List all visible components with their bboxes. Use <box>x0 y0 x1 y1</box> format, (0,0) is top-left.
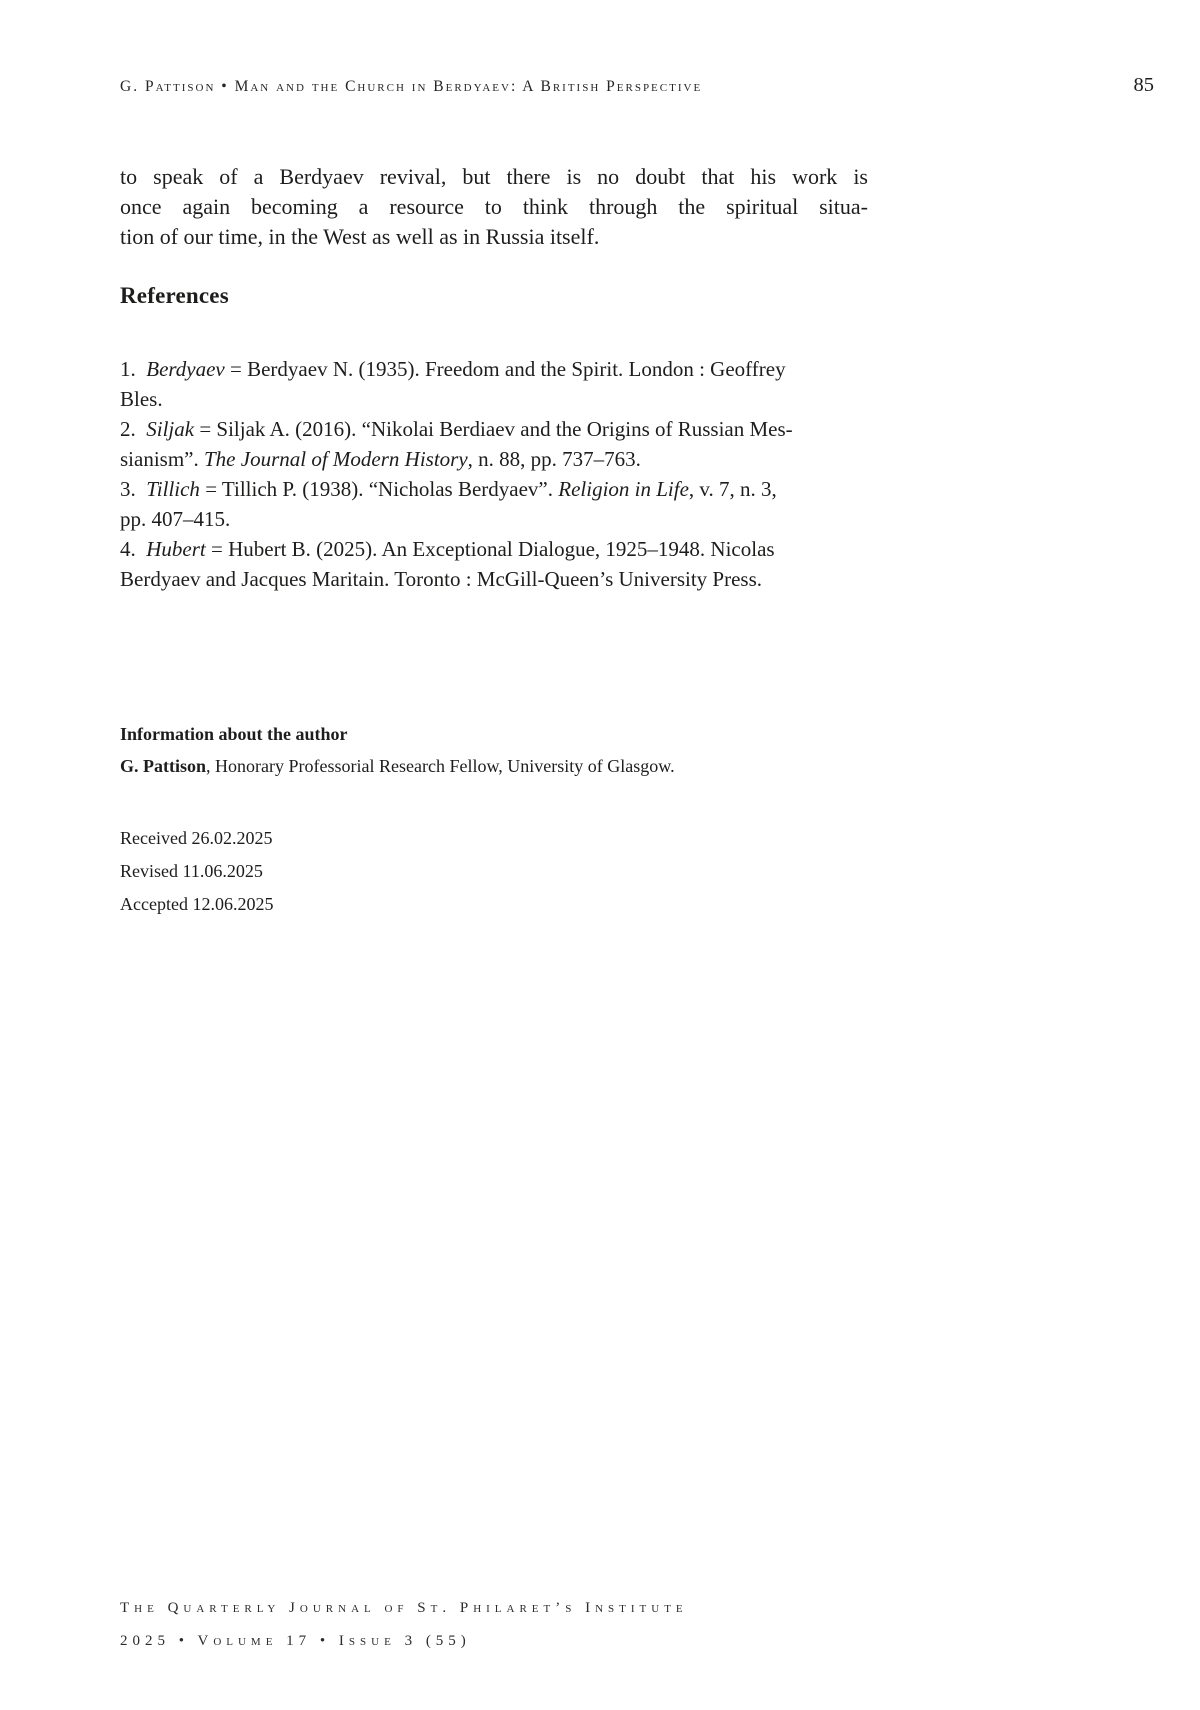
paragraph-line: once again becoming a resource to think through the spiritual situa- <box>120 194 868 219</box>
reference-2-line-2: sianism”. The Journal of Modern History, n. 88, pp. 737–763. <box>120 447 641 471</box>
date-accepted: Accepted 12.06.2025 <box>120 894 274 914</box>
dates-block <box>120 822 273 921</box>
article-paragraph <box>120 162 868 252</box>
reference-4-line-1: 4. Hubert = Hubert B. (2025). An Exceptional Dialogue, 1925–1948. Nicolas <box>120 537 775 561</box>
running-title: G. Pattison • Man and the Church in Berdyaev: A British Perspective <box>120 78 703 95</box>
references-heading: References <box>120 283 229 308</box>
date-revised: Revised 11.06.2025 <box>120 861 263 881</box>
page-number: 85 <box>1133 74 1154 96</box>
footer-issue-line: 2025 • Volume 17 • Issue 3 (55) <box>120 1633 471 1649</box>
reference-1-line-2: Bles. <box>120 387 163 411</box>
running-head <box>120 74 1154 97</box>
reference-3-line-1: 3. Tillich = Tillich P. (1938). “Nicholas Berdyaev”. Religion in Life, v. 7, n. 3, <box>120 477 777 501</box>
reference-3-line-2: pp. 407–415. <box>120 507 231 531</box>
date-received: Received 26.02.2025 <box>120 828 273 848</box>
paragraph-line: to speak of a Berdyaev revival, but there is no doubt that his work is <box>120 164 868 189</box>
author-info-heading: Information about the author <box>120 724 348 744</box>
reference-4-line-2: Berdyaev and Jacques Maritain. Toronto : McGill-Queen’s University Press. <box>120 567 763 591</box>
author-info-line: G. Pattison, Honorary Professorial Research Fellow, University of Glasgow. <box>120 756 675 776</box>
references-list <box>120 354 904 594</box>
footer-journal-name: The Quarterly Journal of St. Philaret’s Institute <box>120 1600 688 1616</box>
paragraph-line: tion of our time, in the West as well as in Russia itself. <box>120 224 600 249</box>
reference-1-line-1: 1. Berdyaev = Berdyaev N. (1935). Freedom and the Spirit. London : Geoffrey <box>120 357 786 381</box>
reference-2-line-1: 2. Siljak = Siljak A. (2016). “Nikolai Berdiaev and the Origins of Russian Mes- <box>120 417 793 441</box>
journal-footer <box>120 1592 688 1658</box>
